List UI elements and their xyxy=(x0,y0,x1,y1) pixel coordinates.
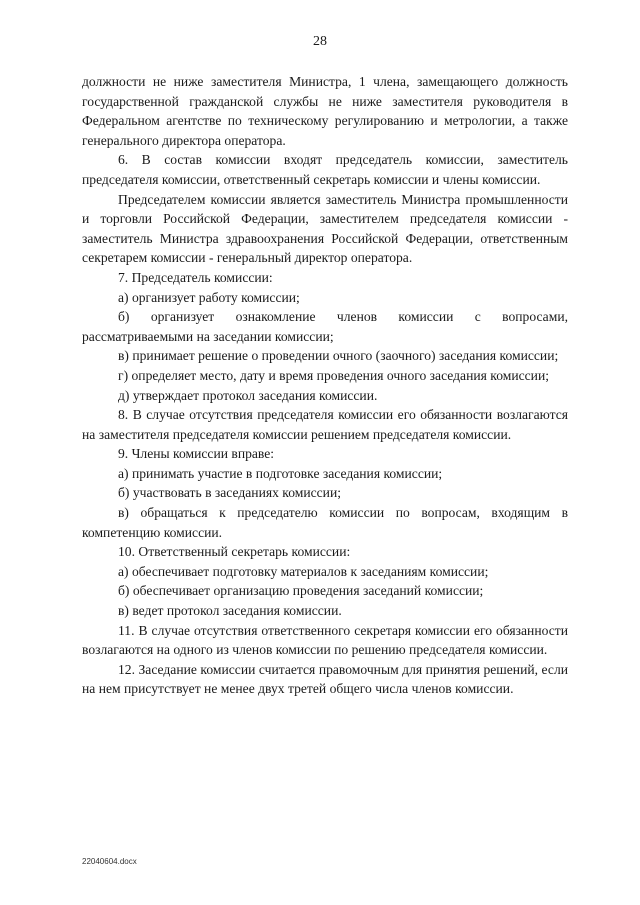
paragraph-item-9: 9. Члены комиссии вправе: xyxy=(118,446,275,462)
paragraph-item-7a: а) организует работу комиссии; xyxy=(118,289,300,305)
paragraph-item-12: 12. Заседание комиссии считается правомочным для принятия решений, если на нем присутствует не менее двух третей общего числа членов комиссии. xyxy=(82,661,568,697)
paragraph-item-7b: б) организует ознакомление членов комиссии с вопросами, рассматриваемыми на заседании комиссии; xyxy=(82,309,568,344)
paragraph-chair-composition: Председателем комиссии является заместитель Министра промышленности и торговли Российской Федерации, заместителем председателя комиссии - заместитель Министра здравоохранения Российской Федерации, ответственным секретарем комиссии - генеральный директор оператора. xyxy=(82,191,568,266)
paragraph-item-10: 10. Ответственный секретарь комиссии: xyxy=(118,544,351,560)
page-number: 28 xyxy=(313,34,327,49)
paragraph-item-7d: д) утверждает протокол заседания комиссии. xyxy=(118,387,378,403)
paragraph-item-7v: в) принимает решение о проведении очного (заочного) заседания комиссии; xyxy=(118,348,559,364)
paragraph-continuation: должности не ниже заместителя Министра, 1 члена, замещающего должность государственной гражданской службы не ниже заместителя руководителя в Федеральном агентстве по техническому регулированию и метрологии, а также генерального директора оператора. xyxy=(82,74,568,148)
paragraph-item-8: 8. В случае отсутствия председателя комиссии его обязанности возлагаются на заместителя председателя комиссии решением председателя комиссии. xyxy=(82,407,568,442)
paragraph-item-7g: г) определяет место, дату и время проведения очного заседания комиссии; xyxy=(118,367,550,383)
paragraph-item-7: 7. Председатель комиссии: xyxy=(118,269,273,285)
paragraph-item-10b: б) обеспечивает организацию проведения заседаний комиссии; xyxy=(118,583,484,599)
document-body xyxy=(82,72,568,699)
paragraph-item-9b: б) участвовать в заседаниях комиссии; xyxy=(118,485,342,501)
paragraph-item-6: 6. В состав комиссии входят председатель комиссии, заместитель председателя комиссии, ответственный секретарь комиссии и члены комиссии. xyxy=(82,152,568,187)
paragraph-item-10a: а) обеспечивает подготовку материалов к заседаниям комиссии; xyxy=(118,563,489,579)
paragraph-item-11: 11. В случае отсутствия ответственного секретаря комиссии его обязанности возлагаются на одного из членов комиссии по решению председателя комиссии. xyxy=(82,622,568,658)
paragraph-item-9v: в) обращаться к председателю комиссии по вопросам, входящим в компетенцию комиссии. xyxy=(82,505,568,540)
paragraph-item-10v: в) ведет протокол заседания комиссии. xyxy=(118,603,342,619)
paragraph-item-9a: а) принимать участие в подготовке заседания комиссии; xyxy=(118,465,443,481)
footer-filename: 22040604.docx xyxy=(82,857,137,866)
